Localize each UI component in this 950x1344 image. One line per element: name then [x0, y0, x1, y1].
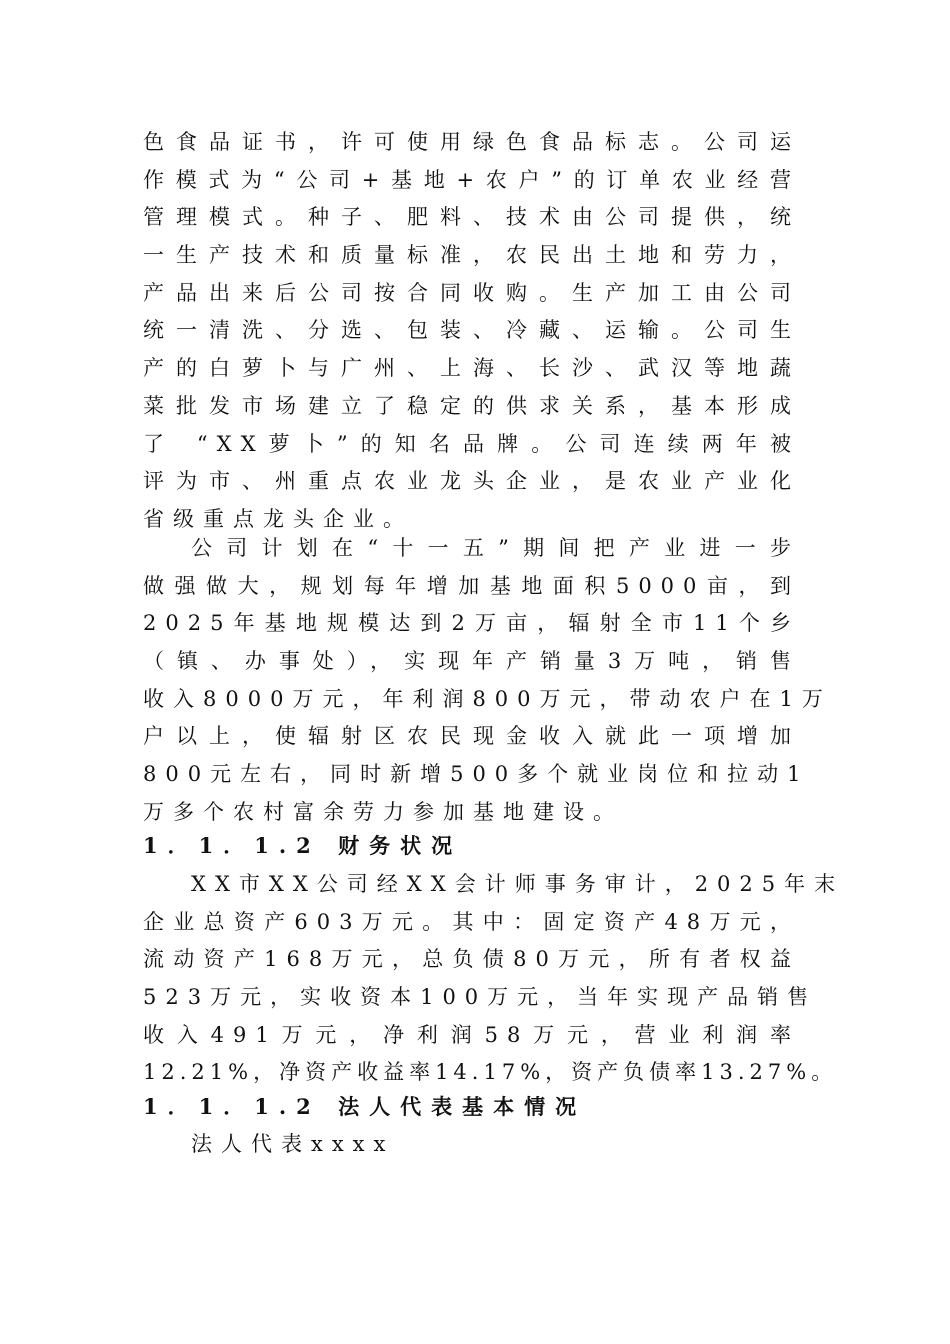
paragraph-financial-details [143, 866, 845, 1092]
text-line: 评为市、州重点农业龙头企业，是农业产业化 [143, 469, 800, 494]
text-line: 作模式为“公司+基地+农户”的订单农业经营 [143, 167, 800, 192]
paragraph-legal-representative [143, 1126, 800, 1164]
paragraph-company-operation [143, 124, 800, 539]
heading-text: 1．1．1.2 财务状况 [143, 833, 463, 858]
text-line: 菜批发市场建立了稳定的供求关系，基本形成 [143, 393, 800, 418]
paragraph-company-plan [143, 530, 832, 832]
text-line: 收入491万元，净利润58万元，营业利润率 [143, 1022, 800, 1047]
text-line: 流动资产168万元，总负债80万元，所有者权益 [143, 947, 800, 972]
text-line: 了 “XX萝卜”的知名品牌。公司连续两年被 [143, 431, 800, 456]
text-line: 产品出来后公司按合同收购。生产加工由公司 [143, 280, 800, 305]
text-line: 管理模式。种子、肥料、技术由公司提供，统 [143, 205, 800, 230]
text-line: 公司计划在“十一五”期间把产业进一步 [191, 536, 800, 560]
text-line: 法人代表xxxx [191, 1132, 395, 1156]
text-line: 统一清洗、分选、包装、冷藏、运输。公司生 [143, 318, 800, 343]
text-line: 户以上，使辐射区农民现金收入就此一项增加 [143, 724, 800, 749]
text-line: 一生产技术和质量标准，农民出土地和劳力， [143, 243, 800, 268]
text-line: 省级重点龙头企业。 [143, 506, 413, 531]
heading-text: 1．1．1.2 法人代表基本情况 [143, 1094, 587, 1119]
text-line: （镇、办事处），实现年产销量3万吨，销售 [143, 649, 800, 674]
text-line: 800元左右，同时新增500多个就业岗位和拉动1 [143, 762, 810, 787]
text-line: 做强做大，规划每年增加基地面积5000亩，到 [143, 573, 800, 598]
text-line: 产的白萝卜与广州、上海、长沙、武汉等地蔬 [143, 356, 800, 381]
text-line: 收入8000万元，年利润800万元，带动农户在1万 [143, 686, 832, 711]
text-line: 523万元，实收资本100万元，当年实现产品销售 [143, 985, 818, 1010]
text-line: 12.21%，净资产收益率14.17%，资产负债率13.27%。 [143, 1060, 838, 1085]
text-line: 万多个农村富余劳力参加基地建设。 [143, 799, 623, 824]
section-heading-financial-status [143, 827, 800, 865]
text-line: XX市XX公司经XX会计师事务审计，2025年末 [191, 872, 845, 896]
section-heading-legal-representative [143, 1088, 800, 1126]
text-line: 2025年基地规模达到2万亩，辐射全市11个乡 [143, 611, 800, 636]
text-line: 企业总资产603万元。其中：固定资产48万元， [143, 909, 800, 934]
text-line: 色食品证书，许可使用绿色食品标志。公司运 [143, 130, 800, 154]
